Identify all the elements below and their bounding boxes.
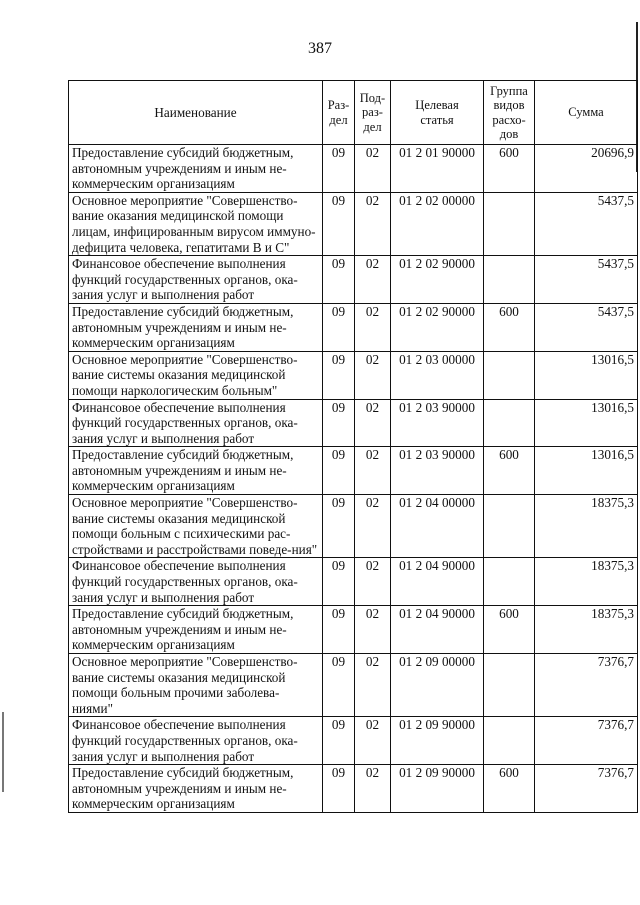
cell-gruppa-vidov-rashodov bbox=[484, 495, 535, 558]
table-row bbox=[69, 351, 638, 399]
scan-edge-mark-left bbox=[2, 712, 4, 792]
header-name: Наименование bbox=[69, 81, 323, 145]
cell-celevaya-statya: 01 2 02 90000 bbox=[391, 303, 484, 351]
header-gruppa-vidov-rashodov: Группа видов расхо- дов bbox=[484, 81, 535, 145]
cell-celevaya-statya: 01 2 02 00000 bbox=[391, 192, 484, 255]
cell-gruppa-vidov-rashodov bbox=[484, 717, 535, 765]
table-row bbox=[69, 303, 638, 351]
cell-celevaya-statya: 01 2 02 90000 bbox=[391, 256, 484, 304]
cell-summa: 13016,5 bbox=[535, 351, 638, 399]
budget-table bbox=[68, 80, 638, 813]
cell-summa: 7376,7 bbox=[535, 654, 638, 717]
cell-razdel: 09 bbox=[323, 654, 355, 717]
cell-gruppa-vidov-rashodov bbox=[484, 654, 535, 717]
cell-razdel: 09 bbox=[323, 303, 355, 351]
cell-celevaya-statya: 01 2 09 90000 bbox=[391, 765, 484, 813]
cell-gruppa-vidov-rashodov bbox=[484, 399, 535, 447]
cell-name: Финансовое обеспечение выполнения функций государственных органов, ока-зания услуг и выполнения работ bbox=[69, 558, 323, 606]
cell-celevaya-statya: 01 2 04 90000 bbox=[391, 558, 484, 606]
cell-podrazdel: 02 bbox=[355, 558, 391, 606]
table-row bbox=[69, 192, 638, 255]
cell-razdel: 09 bbox=[323, 495, 355, 558]
cell-name: Предоставление субсидий бюджетным, автономным учреждениям и иным не-коммерческим организациям bbox=[69, 765, 323, 813]
cell-summa: 20696,9 bbox=[535, 145, 638, 193]
cell-gruppa-vidov-rashodov bbox=[484, 192, 535, 255]
cell-summa: 5437,5 bbox=[535, 192, 638, 255]
cell-summa: 7376,7 bbox=[535, 765, 638, 813]
cell-celevaya-statya: 01 2 04 00000 bbox=[391, 495, 484, 558]
cell-name: Финансовое обеспечение выполнения функций государственных органов, ока-зания услуг и выполнения работ bbox=[69, 399, 323, 447]
cell-podrazdel: 02 bbox=[355, 606, 391, 654]
cell-gruppa-vidov-rashodov bbox=[484, 256, 535, 304]
cell-name: Предоставление субсидий бюджетным, автономным учреждениям и иным не-коммерческим организациям bbox=[69, 303, 323, 351]
table-row bbox=[69, 606, 638, 654]
cell-summa: 18375,3 bbox=[535, 606, 638, 654]
cell-podrazdel: 02 bbox=[355, 399, 391, 447]
cell-name: Финансовое обеспечение выполнения функций государственных органов, ока-зания услуг и выполнения работ bbox=[69, 717, 323, 765]
cell-name: Основное мероприятие "Совершенство-вание системы оказания медицинской помощи наркологическим больным" bbox=[69, 351, 323, 399]
cell-summa: 7376,7 bbox=[535, 717, 638, 765]
cell-razdel: 09 bbox=[323, 558, 355, 606]
cell-name: Предоставление субсидий бюджетным, автономным учреждениям и иным не-коммерческим организациям bbox=[69, 145, 323, 193]
cell-summa: 13016,5 bbox=[535, 447, 638, 495]
cell-razdel: 09 bbox=[323, 399, 355, 447]
cell-podrazdel: 02 bbox=[355, 654, 391, 717]
cell-razdel: 09 bbox=[323, 765, 355, 813]
header-razdel: Раз- дел bbox=[323, 81, 355, 145]
cell-gruppa-vidov-rashodov bbox=[484, 351, 535, 399]
table-body bbox=[69, 145, 638, 813]
cell-name: Основное мероприятие "Совершенство-вание системы оказания медицинской помощи больным с психическими рас-стройствами и расстройствами поведе-ния" bbox=[69, 495, 323, 558]
cell-podrazdel: 02 bbox=[355, 351, 391, 399]
table-row bbox=[69, 256, 638, 304]
cell-celevaya-statya: 01 2 09 00000 bbox=[391, 654, 484, 717]
cell-name: Основное мероприятие "Совершенство-вание оказания медицинской помощи лицам, инфицированным вирусом иммуно-дефицита человека, гепатитами В и С" bbox=[69, 192, 323, 255]
cell-summa: 18375,3 bbox=[535, 495, 638, 558]
table-header-row bbox=[69, 81, 638, 145]
cell-razdel: 09 bbox=[323, 256, 355, 304]
cell-celevaya-statya: 01 2 04 90000 bbox=[391, 606, 484, 654]
cell-podrazdel: 02 bbox=[355, 145, 391, 193]
cell-celevaya-statya: 01 2 03 90000 bbox=[391, 399, 484, 447]
table-row bbox=[69, 765, 638, 813]
cell-gruppa-vidov-rashodov: 600 bbox=[484, 447, 535, 495]
cell-gruppa-vidov-rashodov: 600 bbox=[484, 606, 535, 654]
cell-gruppa-vidov-rashodov: 600 bbox=[484, 765, 535, 813]
cell-gruppa-vidov-rashodov bbox=[484, 558, 535, 606]
cell-celevaya-statya: 01 2 03 00000 bbox=[391, 351, 484, 399]
header-celevaya-statya: Целевая статья bbox=[391, 81, 484, 145]
table-row bbox=[69, 495, 638, 558]
header-summa: Сумма bbox=[535, 81, 638, 145]
table-row bbox=[69, 558, 638, 606]
cell-summa: 5437,5 bbox=[535, 256, 638, 304]
cell-razdel: 09 bbox=[323, 192, 355, 255]
cell-razdel: 09 bbox=[323, 145, 355, 193]
table-row bbox=[69, 654, 638, 717]
cell-name: Финансовое обеспечение выполнения функций государственных органов, ока-зания услуг и выполнения работ bbox=[69, 256, 323, 304]
cell-podrazdel: 02 bbox=[355, 495, 391, 558]
cell-podrazdel: 02 bbox=[355, 256, 391, 304]
cell-name: Предоставление субсидий бюджетным, автономным учреждениям и иным не-коммерческим организациям bbox=[69, 606, 323, 654]
cell-summa: 5437,5 bbox=[535, 303, 638, 351]
cell-podrazdel: 02 bbox=[355, 717, 391, 765]
cell-summa: 18375,3 bbox=[535, 558, 638, 606]
cell-podrazdel: 02 bbox=[355, 447, 391, 495]
cell-razdel: 09 bbox=[323, 606, 355, 654]
cell-gruppa-vidov-rashodov: 600 bbox=[484, 145, 535, 193]
cell-razdel: 09 bbox=[323, 351, 355, 399]
cell-celevaya-statya: 01 2 03 90000 bbox=[391, 447, 484, 495]
cell-celevaya-statya: 01 2 09 90000 bbox=[391, 717, 484, 765]
cell-podrazdel: 02 bbox=[355, 765, 391, 813]
table-row bbox=[69, 399, 638, 447]
cell-razdel: 09 bbox=[323, 717, 355, 765]
page-number: 387 bbox=[308, 40, 332, 57]
cell-name: Предоставление субсидий бюджетным, автономным учреждениям и иным не-коммерческим организациям bbox=[69, 447, 323, 495]
header-podrazdel: Под- раз- дел bbox=[355, 81, 391, 145]
cell-podrazdel: 02 bbox=[355, 192, 391, 255]
cell-razdel: 09 bbox=[323, 447, 355, 495]
cell-summa: 13016,5 bbox=[535, 399, 638, 447]
cell-celevaya-statya: 01 2 01 90000 bbox=[391, 145, 484, 193]
table-row bbox=[69, 717, 638, 765]
cell-gruppa-vidov-rashodov: 600 bbox=[484, 303, 535, 351]
table-row bbox=[69, 447, 638, 495]
cell-name: Основное мероприятие "Совершенство-вание системы оказания медицинской помощи больным прочими заболева-ниями" bbox=[69, 654, 323, 717]
cell-podrazdel: 02 bbox=[355, 303, 391, 351]
table-row bbox=[69, 145, 638, 193]
